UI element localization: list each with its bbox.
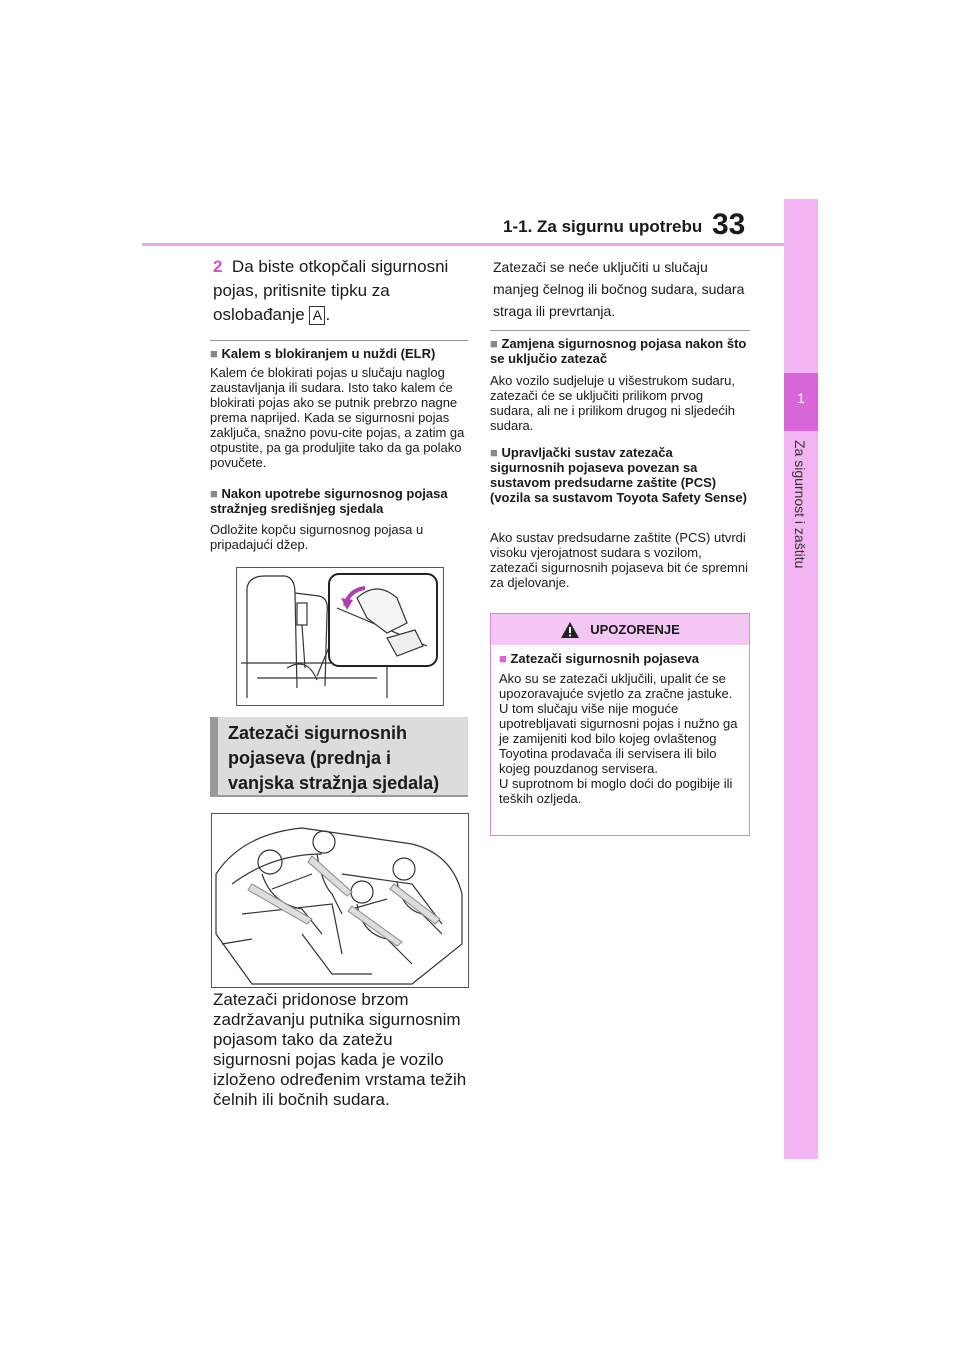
square-bullet-icon: ■ bbox=[210, 486, 218, 501]
rear-center-body: Odložite kopču sigurnosnog pojasa u pripadajući džep. bbox=[210, 522, 424, 552]
square-bullet-icon: ■ bbox=[490, 336, 498, 351]
release-button-label: A bbox=[309, 306, 325, 325]
step-number: 2 bbox=[213, 257, 223, 276]
square-bullet-icon: ■ bbox=[490, 445, 498, 460]
square-bullet-icon: ■ bbox=[210, 346, 218, 361]
step-text: Da biste otkopčali sigurnosni pojas, pritisnite tipku za oslobađanje bbox=[213, 257, 449, 324]
car-interior-icon bbox=[212, 814, 468, 987]
header-rule bbox=[142, 243, 784, 246]
warning-consequence: U suprotnom bi moglo doći do pogibije ili teških ozljeda. bbox=[499, 776, 733, 806]
pcs-body: Ako sustav predsudarne zaštite (PCS) utvrdi visoku vjerojatnost sudara s vozilom, zatezači sigurnosnih pojaseva bit će spremni za djelovanje. bbox=[490, 530, 748, 590]
elr-body: Kalem će blokirati pojas u slučaju naglog zaustavljanja ili sudara. Isto tako kalem će blokirati pojas ako se putnik prebrzo nagne prema naprijed. Kada se sigurnosni pojas zaključa, snažno povu-cite pojas, a zatim ga otpustite, pa ga produljite tako da ga polako povučete. bbox=[210, 365, 465, 470]
replacement-body: Ako vozilo sudjeluje u višestrukom sudaru, zatezači će se uključiti prilikom prvog sudara, ali ne i prilikom drugog ni sljedećih sudara. bbox=[490, 373, 735, 433]
elr-heading: ■ Kalem s blokiranjem u nuždi (ELR) bbox=[210, 346, 436, 361]
warning-box bbox=[490, 613, 750, 836]
pcs-heading: ■ Upravljački sustav zatezača sigurnosnih pojaseva povezan sa sustavom predsudarne zaštite (PCS) (vozila sa sustavom Toyota Safety Sense) bbox=[490, 445, 747, 505]
divider bbox=[210, 340, 468, 341]
pretensioners-section-title: Zatezači sigurnosnih pojaseva (prednja i vanjska stražnja sjedala) bbox=[210, 717, 468, 797]
section-title: 1-1. Za sigurnu upotrebu bbox=[503, 217, 703, 236]
right-intro: Zatezači se neće uključiti u slučaju manjeg čelnog ili bočnog sudara, sudara straga ili prevrtanja. bbox=[493, 259, 745, 319]
divider bbox=[490, 330, 750, 331]
warning-heading: ■ Zatezači sigurnosnih pojaseva bbox=[499, 651, 700, 666]
rear-center-heading: ■ Nakon upotrebe sigurnosnog pojasa stražnjeg središnjeg sjedala bbox=[210, 486, 448, 516]
replacement-heading: ■ Zamjena sigurnosnog pojasa nakon što se uključio zatezač bbox=[490, 336, 747, 366]
warning-body: Ako su se zatezači uključili, upalit će se upozoravajuće svjetlo za zračne jastuke. U tom slučaju više nije moguće upotrebljavati sigurnosni pojas i nužno ga je zamijeniti kod bilo kojeg ovlaštenog Toyotina prodavača ili servisera ili bilo kojeg pouzdanog servisera. bbox=[499, 671, 738, 776]
vehicle-occupants-illustration bbox=[211, 813, 469, 988]
warning-title: UPOZORENJE bbox=[590, 622, 680, 637]
step-2: 2 Da biste otkopčali sigurnosni pojas, pritisnite tipku za oslobađanje A . bbox=[213, 257, 449, 324]
warning-header bbox=[491, 614, 749, 645]
seat-illustration-icon bbox=[237, 568, 443, 705]
page-number: 33 bbox=[712, 208, 746, 241]
chapter-title: Za sigurnost i zaštitu bbox=[792, 440, 808, 569]
chapter-side-tab bbox=[784, 199, 818, 1159]
square-bullet-icon: ■ bbox=[499, 651, 507, 666]
chapter-number: 1 bbox=[797, 390, 805, 406]
rear-seat-buckle-illustration bbox=[236, 567, 444, 706]
pretensioners-body: Zatezači pridonose brzom zadržavanju putnika sigurnosnim pojasom tako da zatežu sigurnosni pojas kada je vozilo izloženo određenim vrstama težih čelnih ili bočnih sudara. bbox=[213, 990, 467, 1109]
warning-triangle-icon bbox=[560, 621, 580, 639]
